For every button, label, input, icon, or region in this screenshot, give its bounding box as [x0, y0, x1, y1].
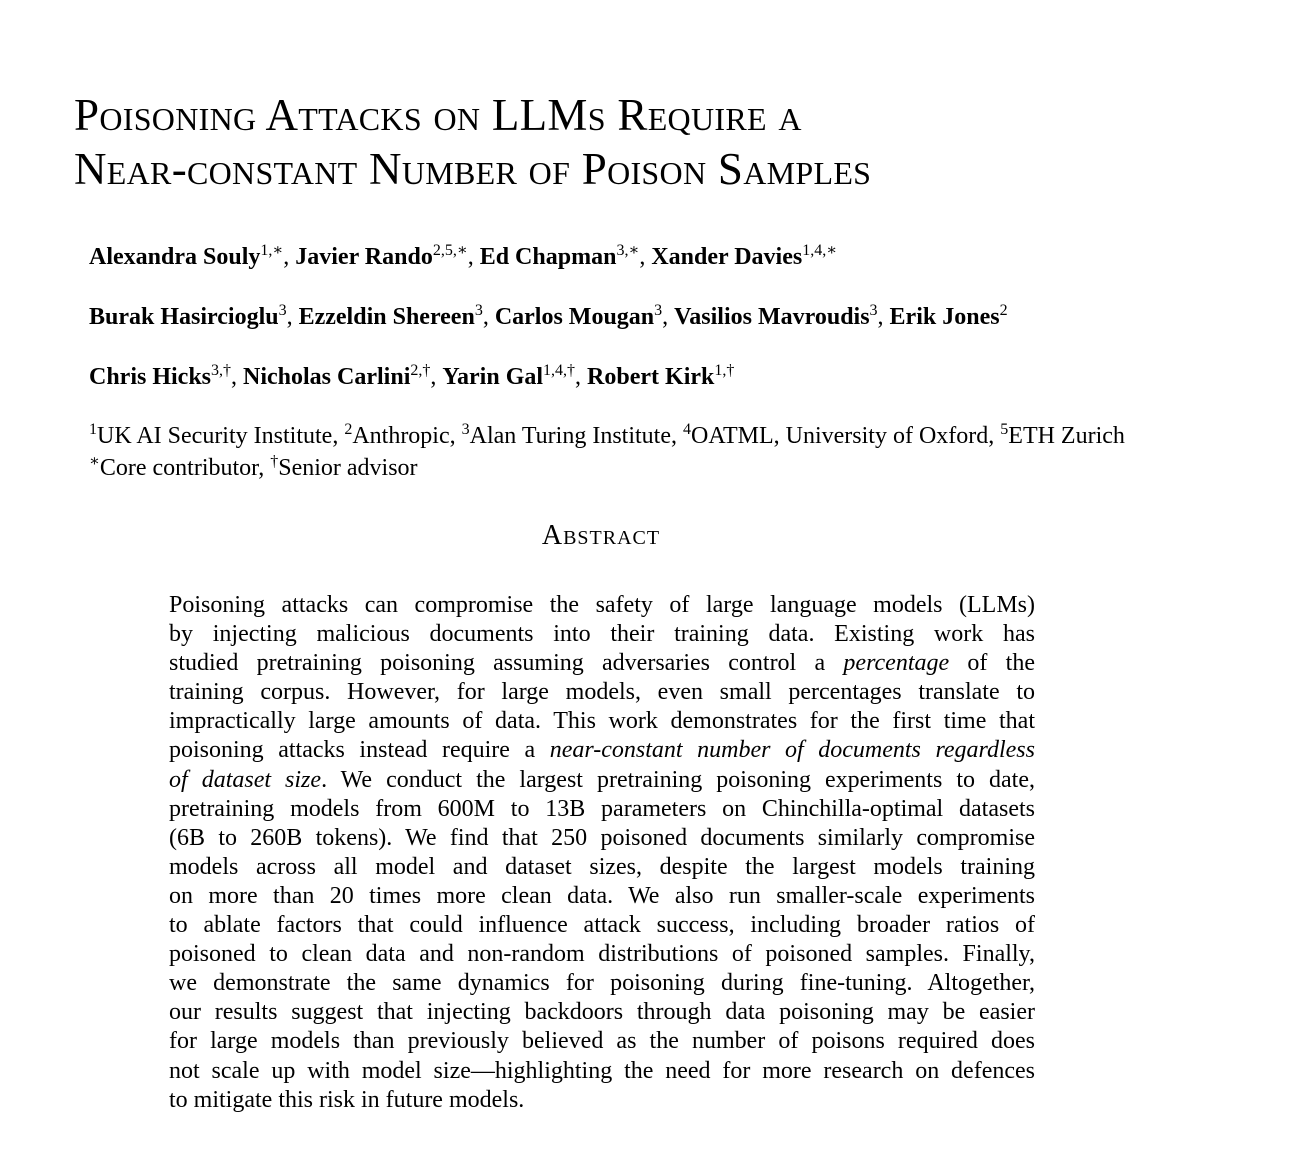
author-affiliation-marker: 1,† — [714, 362, 735, 379]
note-text: Core contributor — [99, 455, 259, 481]
affiliation — [462, 423, 671, 449]
abstract-line — [169, 591, 1035, 620]
note-symbol: † — [270, 453, 279, 470]
note-text: Senior advisor — [278, 455, 418, 481]
author — [295, 244, 467, 270]
author-affiliation-marker: 1,∗ — [260, 242, 284, 259]
abstract-heading: Abstract — [541, 520, 661, 551]
author — [89, 364, 231, 390]
affiliation — [1000, 423, 1125, 449]
author — [89, 304, 287, 330]
author-name: Alexandra Souly — [89, 244, 261, 270]
abstract-line — [169, 998, 1035, 1027]
author — [674, 304, 877, 330]
abstract-text: our results suggest that injecting backdoors through data poisoning may be easier — [169, 999, 1035, 1026]
author-affiliation-marker: 3 — [474, 302, 483, 319]
abstract-line — [169, 824, 1035, 853]
affiliation — [683, 423, 988, 449]
author-affiliation-marker: 3 — [278, 302, 287, 319]
abstract-line — [169, 1057, 1035, 1086]
author — [243, 364, 430, 390]
affiliations-block — [89, 420, 1299, 484]
author-line: Burak Hasircioglu$^3$, Ezzeldin Shereen$^3$, Carlos Mougan$^3$, Vasilios Mavroudis$^3$, Erik Jones$^2$ — [89, 302, 1008, 330]
author-affiliation-marker: 1,4,∗ — [802, 242, 838, 259]
abstract-text: studied pretraining poisoning assuming adversaries control a — [169, 650, 844, 677]
affiliation-name: Anthropic — [352, 423, 450, 449]
author — [495, 304, 662, 330]
author — [442, 364, 575, 390]
abstract-line — [169, 678, 1035, 707]
abstract-line — [169, 795, 1035, 824]
affiliation-number: 3 — [461, 421, 470, 438]
abstract-text: models across all model and dataset sizes, despite the largest models training — [169, 853, 1035, 880]
author-name: Carlos Mougan — [494, 304, 655, 330]
author-affiliation-marker: 1,4,† — [543, 362, 576, 379]
affiliation-number: 4 — [682, 421, 691, 438]
abstract-line — [169, 969, 1035, 998]
abstract-emphasis: percentage — [843, 650, 950, 677]
author-name: Robert Kirk — [587, 364, 715, 390]
abstract-line — [169, 620, 1035, 649]
author-line: Alexandra Souly$^{1,∗}$, Javier Rando$^{2,5,∗}$, Ed Chapman$^{3,∗}$, Xander Davies$^{1,4,∗}$ — [89, 242, 838, 270]
abstract-text: (6B to 260B tokens). We find that 250 poisoned documents similarly compromise — [169, 824, 1035, 851]
author-affiliation-marker: 3 — [869, 302, 878, 319]
abstract-text: not scale up with model size—highlighting the need for more research on defences — [169, 1057, 1035, 1084]
abstract-text: poisoning attacks instead require a — [169, 737, 550, 764]
author-name: Ezzeldin Shereen — [298, 304, 475, 330]
abstract-line — [169, 882, 1035, 911]
contribution-note — [89, 455, 258, 481]
author-name: Xander Davies — [651, 244, 803, 270]
author-affiliation-marker: 3,† — [211, 362, 232, 379]
contribution-notes-line: ∗Core contributor, †Senior advisor — [89, 453, 418, 481]
affiliation-number: 5 — [1000, 421, 1009, 438]
affiliation-number: 2 — [344, 421, 353, 438]
abstract-text: of the — [949, 650, 1036, 677]
author-name: Ed Chapman — [479, 244, 617, 270]
abstract-text: . We conduct the largest pretraining poisoning experiments to date, — [321, 766, 1036, 793]
abstract-text: to ablate factors that could influence attack success, including broader ratios of — [169, 912, 1035, 939]
author-affiliation-marker: 2 — [999, 302, 1008, 319]
abstract-line — [169, 1086, 1035, 1115]
author-name: Yarin Gal — [442, 364, 544, 390]
affiliation — [344, 423, 449, 449]
paper-title — [74, 88, 1274, 196]
author — [890, 304, 1008, 330]
abstract-text: on more than 20 times more clean data. We also run smaller-scale experiments — [169, 882, 1035, 909]
abstract-text: impractically large amounts of data. This work demonstrates for the first time that — [169, 708, 1035, 735]
abstract-text: by injecting malicious documents into their training data. Existing work has — [169, 621, 1035, 648]
author — [299, 304, 483, 330]
abstract-emphasis: of dataset size — [169, 766, 322, 793]
author — [89, 244, 283, 270]
abstract-line — [169, 649, 1035, 678]
author-affiliation-marker: 3 — [654, 302, 663, 319]
author-name: Erik Jones — [889, 304, 1000, 330]
author — [480, 244, 640, 270]
author-line: Chris Hicks$^{3,\dagger}$, Nicholas Carlini$^{2,\dagger}$, Yarin Gal$^{1,4,\dagger}$, Robert Kirk$^{1,\dagger}$ — [89, 362, 735, 390]
note-symbol: ∗ — [89, 453, 100, 470]
affiliation-name: ETH Zurich — [1008, 423, 1125, 449]
abstract-line — [169, 766, 1035, 795]
abstract-text: to mitigate this risk in future models. — [169, 1086, 525, 1113]
affiliation — [89, 423, 332, 449]
author-affiliation-marker: 2,5,∗ — [432, 242, 468, 259]
abstract-body — [169, 591, 1035, 1115]
abstract-line — [169, 911, 1035, 940]
title-line-1: Poisoning Attacks on LLMs Require a — [74, 90, 802, 140]
author — [587, 364, 734, 390]
affiliation-name: OATML, University of Oxford — [690, 423, 989, 449]
author — [651, 244, 837, 270]
affiliation-name: UK AI Security Institute — [97, 423, 333, 449]
abstract-text: training corpus. However, for large models, even small percentages translate to — [169, 679, 1035, 706]
author-name: Chris Hicks — [89, 364, 212, 390]
affiliations-line: $^1$UK AI Security Institute, $^2$Anthropic, $^3$Alan Turing Institute, $^4$OATML, University of Oxford, $^5$ETH Zurich — [89, 421, 1125, 449]
abstract-text: for large models than previously believed as the number of poisons required does — [169, 1028, 1035, 1055]
abstract-line — [169, 940, 1035, 969]
author-affiliation-marker: 2,† — [410, 362, 431, 379]
abstract-line — [169, 736, 1035, 765]
contribution-note — [270, 455, 417, 481]
affiliation-name: Alan Turing Institute — [469, 423, 671, 449]
abstract-text: pretraining models from 600M to 13B parameters on Chinchilla-optimal datasets — [169, 795, 1035, 822]
author-list — [89, 240, 1289, 420]
abstract-emphasis: near-constant number of documents regardless — [549, 737, 1035, 764]
author-name: Javier Rando — [295, 244, 433, 270]
author-affiliation-marker: 3,∗ — [616, 242, 640, 259]
abstract-line — [169, 853, 1035, 882]
author-name: Vasilios Mavroudis — [674, 304, 870, 330]
author-name: Burak Hasircioglu — [89, 304, 279, 330]
abstract-text: poisoned to clean data and non-random distributions of poisoned samples. Finally, — [169, 941, 1035, 968]
abstract-text: Poisoning attacks can compromise the safety of large language models (LLMs) — [169, 592, 1035, 618]
title-line-2: Near-constant Number of Poison Samples — [74, 144, 872, 194]
abstract-line — [169, 707, 1035, 736]
author-name: Nicholas Carlini — [243, 364, 411, 390]
abstract-text: we demonstrate the same dynamics for poisoning during fine-tuning. Altogether, — [169, 970, 1035, 997]
affiliation-number: 1 — [89, 421, 97, 438]
abstract-line — [169, 1027, 1035, 1056]
